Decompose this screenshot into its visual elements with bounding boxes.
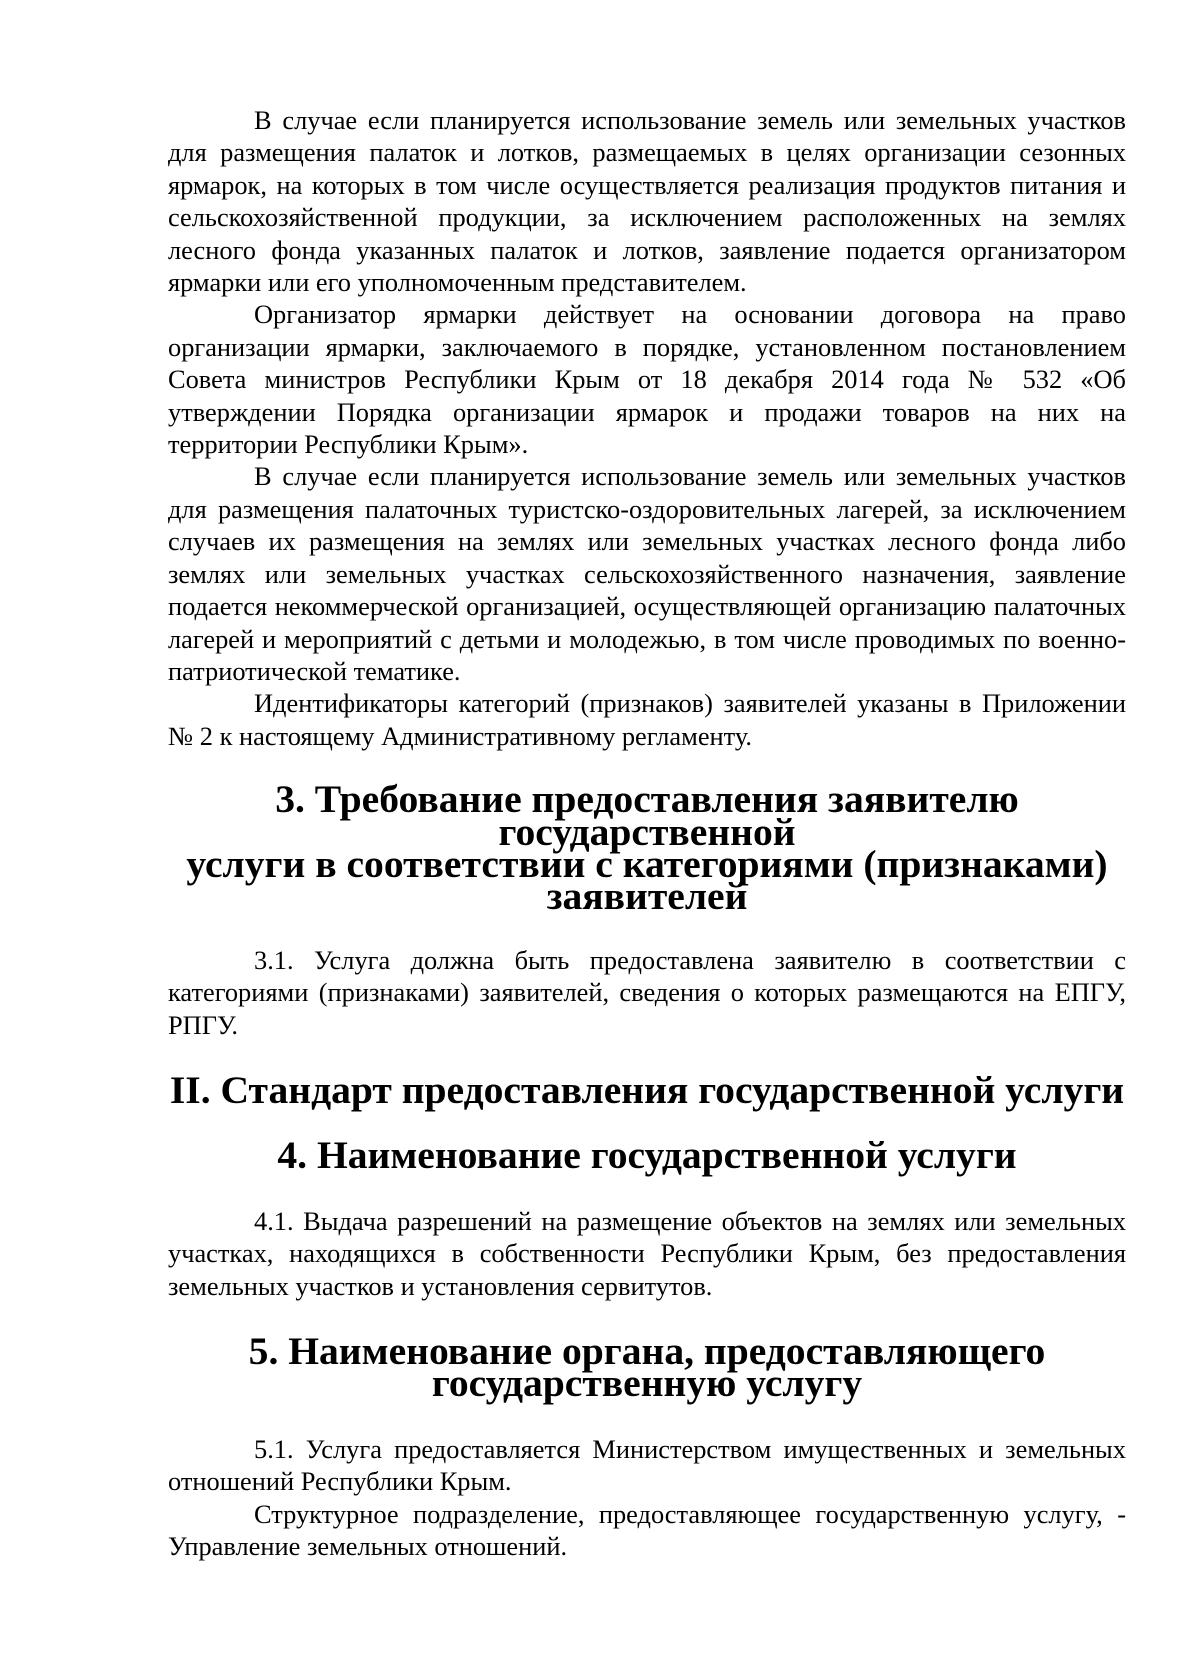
section-5-heading-line1: 5. Наименование органа, предоставляющего — [248, 1329, 1046, 1373]
paragraph-applicant-identifiers: Идентификаторы категорий (признаков) заявителей указаны в Приложении № 2 к настоящему Административному регламенту. — [168, 688, 1126, 751]
paragraph-fairs-application: В случае если планируется использование земель или земельных участков для размещения палаток и лотков, размещаемых в целях организации сезонных ярмарок, на которых в том числе осуществляется реализация продуктов питания и сельскохозяйственной продукции, за исключением расположенных на землях лесного фонда указанных палаток и лотков, заявление подается организатором ярмарки или его уполномоченным представителем. — [168, 105, 1126, 298]
section-5-heading — [168, 1329, 1126, 1406]
paragraph-3-1: 3.1. Услуга должна быть предоставлена заявителю в соответствии с категориями (признаками) заявителей, сведения о которых размещаются на ЕПГУ, РПГУ. — [168, 944, 1126, 1040]
paragraph-4-1: 4.1. Выдача разрешений на размещение объектов на землях или земельных участках, находящихся в собственности Республики Крым, без предоставления земельных участков и установления сервитутов. — [168, 1205, 1126, 1301]
section-3-heading-line2: услуги в соответствии с категориями (признаками) заявителей — [186, 841, 1108, 919]
paragraph-5-1: 5.1. Услуга предоставляется Министерством имущественных и земельных отношений Республики Крым. — [168, 1433, 1126, 1497]
section-4-heading: 4. Наименование государственной услуги — [277, 1133, 1017, 1178]
section-5-heading-line2: государственную услугу — [431, 1361, 863, 1406]
paragraph-structural-unit: Структурное подразделение, предоставляющее государственную услугу, - Управление земельных отношений. — [168, 1498, 1126, 1562]
paragraph-fair-organizer: Организатор ярмарки действует на основании договора на право организации ярмарки, заключаемого в порядке, установленном постановлением Совета министров Республики Крым от 18 декабря 2014 года № 532 «Об утверждении Порядка организации ярмарок и продажи товаров на них на территории Республики Крым». — [168, 299, 1126, 460]
document-page — [168, 104, 1126, 1562]
part-2-heading: II. Стандарт предоставления государственной услуги — [169, 1067, 1125, 1112]
section-3-heading — [168, 777, 1126, 919]
paragraph-tent-camps: В случае если планируется использование земель или земельных участков для размещения палаточных туристско-оздоровительных лагерей, за исключением случаев их размещения на землях или земельных участках лесного фонда либо землях или земельных участках сельскохозяйственного назначения, заявление подается некоммерческой организацией, осуществляющей организацию палаточных лагерей и мероприятий с детьми и молодежью, в том числе проводимых по военно-патриотической тематике. — [168, 461, 1126, 686]
section-3-heading-line1: 3. Требование предоставления заявителю государственной — [275, 777, 1019, 854]
